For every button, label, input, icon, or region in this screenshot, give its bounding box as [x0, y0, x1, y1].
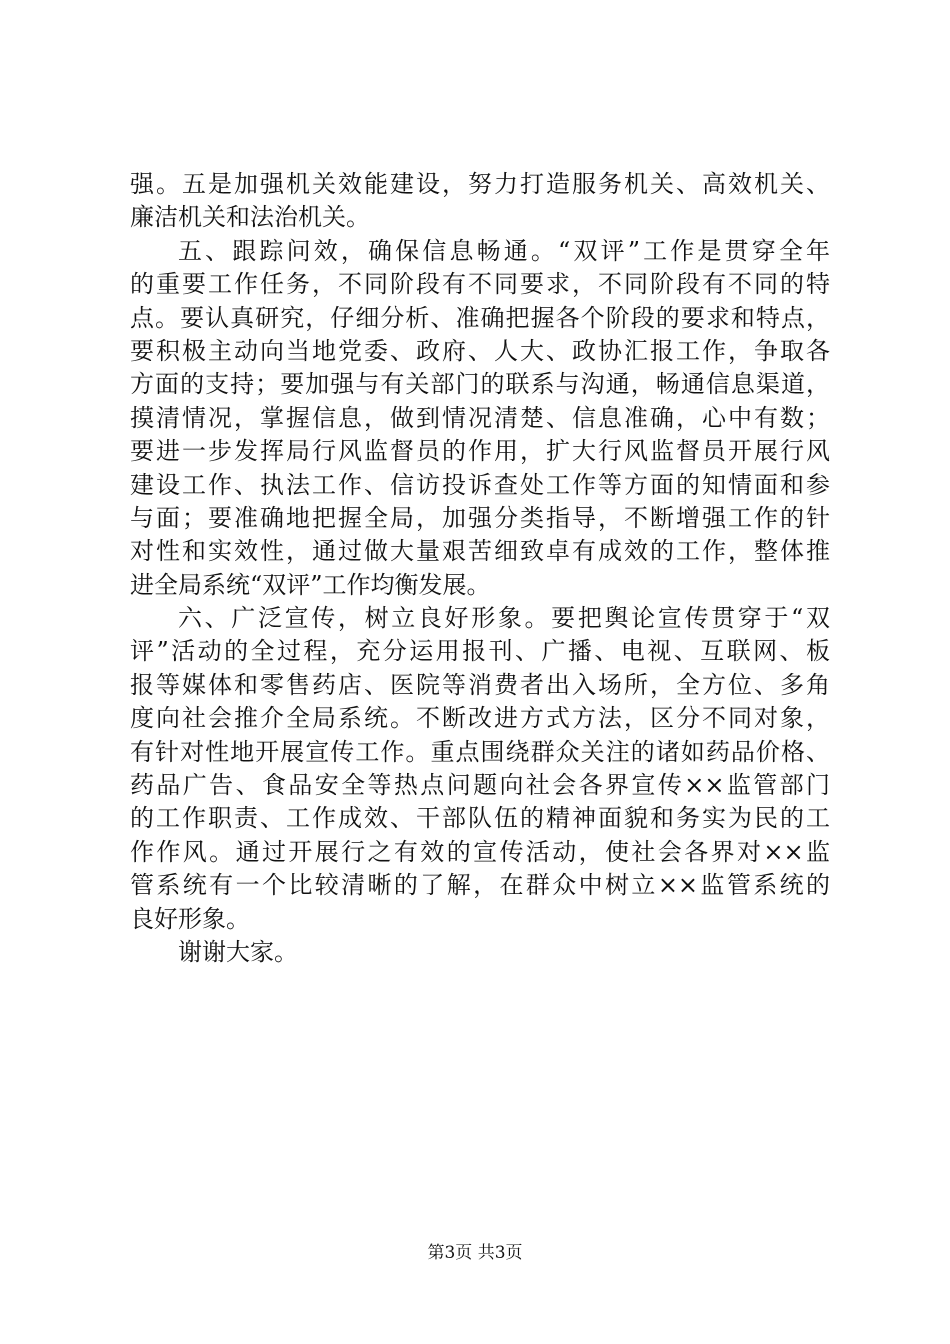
text-line: 管系统有一个比较清晰的了解，在群众中树立××监管系统的	[130, 871, 830, 900]
text-line: 良好形象。	[130, 904, 250, 933]
text-line: 廉洁机关和法治机关。	[130, 203, 370, 232]
paragraph-section-five	[130, 235, 830, 602]
text-line: 进全局系统“双评”工作均衡发展。	[130, 570, 491, 599]
text-line: 点。要认真研究，仔细分析、准确把握各个阶段的要求和特点，	[130, 303, 830, 332]
page-footer: 第3页 共3页	[427, 1243, 523, 1263]
text-line: 要积极主动向当地党委、政府、人大、政协汇报工作，争取各	[130, 336, 830, 365]
text-line: 方面的支持；要加强与有关部门的联系与沟通，畅通信息渠道，	[130, 370, 830, 399]
text-line: 有针对性地开展宣传工作。重点围绕群众关注的诸如药品价格、	[130, 737, 830, 766]
text-line: 对性和实效性，通过做大量艰苦细致卓有成效的工作，整体推	[130, 537, 830, 566]
text-line: 建设工作、执法工作、信访投诉查处工作等方面的知情面和参	[130, 470, 830, 499]
text-line: 谢谢大家。	[178, 937, 298, 966]
paragraph-continuation	[130, 168, 830, 235]
text-line: 报等媒体和零售药店、医院等消费者出入场所，全方位、多角	[130, 670, 830, 699]
document-body	[130, 168, 830, 969]
text-line: 强。五是加强机关效能建设，努力打造服务机关、高效机关、	[130, 170, 830, 198]
text-line: 的重要工作任务，不同阶段有不同要求，不同阶段有不同的特	[130, 270, 830, 299]
paragraph-section-six	[130, 602, 830, 936]
text-line: 作作风。通过开展行之有效的宣传活动，使社会各界对××监	[130, 837, 830, 866]
text-line: 要进一步发挥局行风监督员的作用，扩大行风监督员开展行风	[130, 437, 830, 466]
text-line: 六、广泛宣传，树立良好形象。要把舆论宣传贯穿于“双	[178, 604, 830, 633]
text-line: 与面；要准确地把握全局，加强分类指导，不断增强工作的针	[130, 503, 830, 532]
paragraph-closing	[130, 936, 830, 969]
text-line: 度向社会推介全局系统。不断改进方式方法，区分不同对象，	[130, 704, 830, 733]
text-line: 评”活动的全过程，充分运用报刊、广播、电视、互联网、板	[130, 637, 830, 666]
text-line: 五、跟踪问效，确保信息畅通。“双评”工作是贯穿全年	[178, 236, 830, 265]
text-line: 摸清情况，掌握信息，做到情况清楚、信息准确，心中有数；	[130, 403, 830, 432]
text-line: 药品广告、食品安全等热点问题向社会各界宣传××监管部门	[130, 771, 830, 800]
text-line: 的工作职责、工作成效、干部队伍的精神面貌和务实为民的工	[130, 804, 830, 833]
